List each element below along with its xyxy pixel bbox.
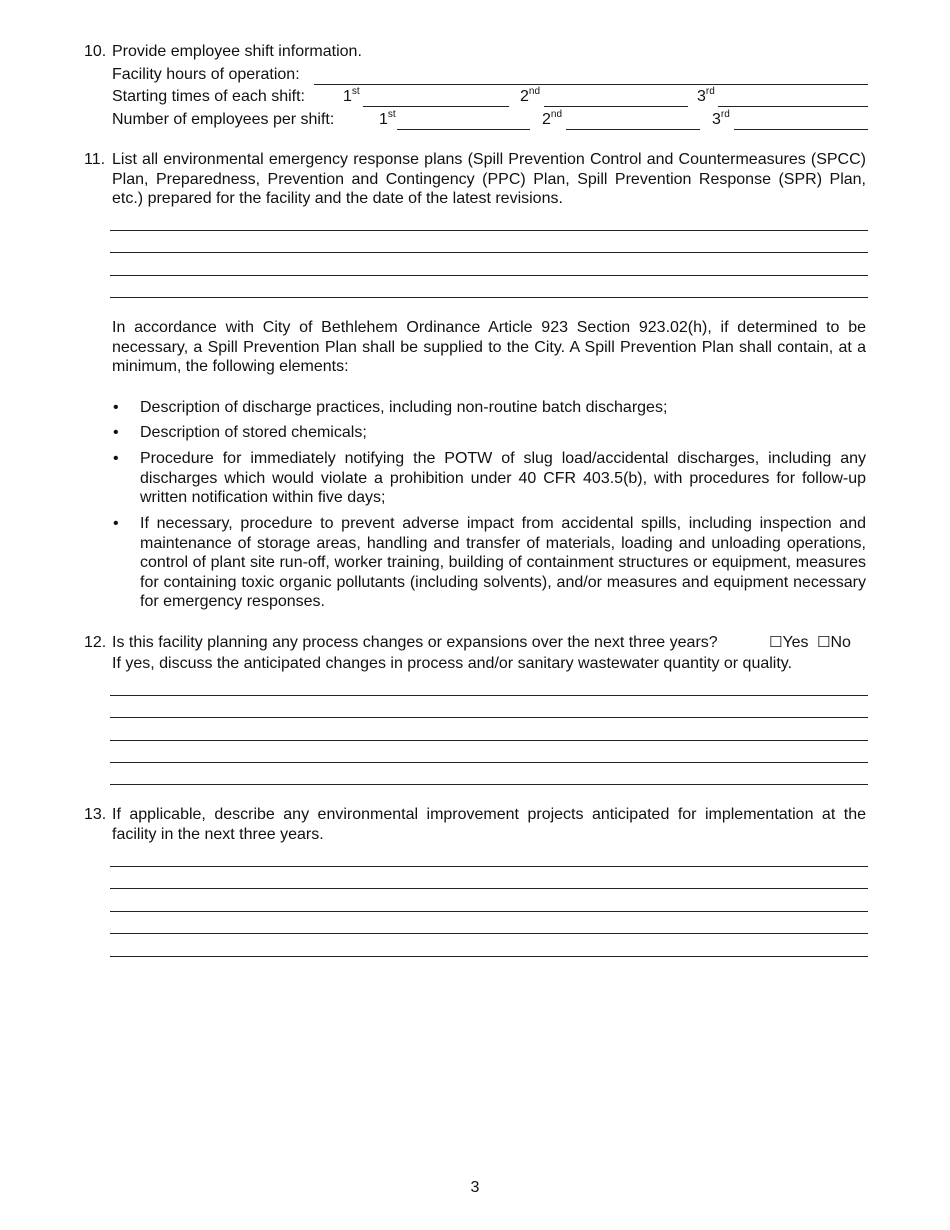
emp-shift1-field[interactable] (397, 129, 530, 130)
q13-number: 13. (84, 806, 107, 823)
emp-shift3-field[interactable] (734, 129, 868, 130)
no-label: No (830, 634, 851, 651)
q12-yes-no-group (769, 633, 851, 653)
q13-answer-line[interactable] (110, 866, 868, 867)
q13-answer-line[interactable] (110, 888, 868, 889)
q12-answer-line[interactable] (110, 762, 868, 763)
yes-checkbox[interactable]: ☐ (769, 633, 783, 651)
bullet-marker: • (113, 424, 119, 441)
q11-answer-line[interactable] (110, 230, 868, 231)
start-shift2-label: 2nd (520, 86, 541, 105)
q11-text: List all environmental emergency response plans (Spill Prevention Control and Countermeasures (SPCC) Plan, Preparedness, Prevention and Contingency (PPC) Plan, Spill Prevention Response (SPR) Plan, etc.) prepared for the facility and the date of the latest revisions. (112, 151, 866, 207)
q12-answer-line[interactable] (110, 717, 868, 718)
emp-shift3-label: 3rd (712, 109, 730, 128)
q11-answer-line[interactable] (110, 252, 868, 253)
bullet-item-discharge-practices: Description of discharge practices, including non-routine batch discharges; (140, 399, 668, 416)
q13-answer-line[interactable] (110, 911, 868, 912)
q10-title: Provide employee shift information. (112, 43, 362, 60)
page-number: 3 (470, 1179, 480, 1196)
bullet-item-spill-procedure: If necessary, procedure to prevent adverse impact from accidental spills, including inspection and maintenance of storage areas, handling and transfer of materials, loading and unloading operations, control of plant site run-off, worker training, building of containment structures or equipment, measures for containing toxic organic pollutants (including solvents), and/or measures and equipment necessary for emergency responses. (140, 515, 866, 610)
emp-shift2-label: 2nd (542, 109, 563, 128)
start-shift3-field[interactable] (718, 106, 868, 107)
start-shift3-label: 3rd (697, 86, 715, 105)
q12-answer-line[interactable] (110, 740, 868, 741)
bullet-marker: • (113, 450, 119, 467)
emp-shift2-field[interactable] (566, 129, 700, 130)
start-shift1-label: 1st (343, 86, 360, 105)
q11-answer-line[interactable] (110, 275, 868, 276)
q12-number: 12. (84, 634, 107, 651)
q12-answer-line[interactable] (110, 784, 868, 785)
q12-followup: If yes, discuss the anticipated changes in process and/or sanitary wastewater quantity or quality. (112, 655, 793, 672)
q13-answer-line[interactable] (110, 956, 868, 957)
employees-per-shift-label: Number of employees per shift: (112, 111, 335, 128)
start-shift1-field[interactable] (363, 106, 509, 107)
ordinance-paragraph: In accordance with City of Bethlehem Ordinance Article 923 Section 923.02(h), if determined to be necessary, a Spill Prevention Plan shall be supplied to the City. A Spill Prevention Plan shall contain, at a minimum, the following elements: (112, 319, 866, 375)
start-shift2-field[interactable] (544, 106, 688, 107)
starting-times-label: Starting times of each shift: (112, 88, 305, 105)
emp-shift1-label: 1st (379, 109, 396, 128)
facility-hours-label: Facility hours of operation: (112, 66, 300, 83)
bullet-item-stored-chemicals: Description of stored chemicals; (140, 424, 367, 441)
facility-hours-field[interactable] (314, 84, 868, 85)
bullet-marker: • (113, 515, 119, 532)
q12-question: Is this facility planning any process changes or expansions over the next three years? (112, 634, 718, 651)
q10-number: 10. (84, 43, 107, 60)
yes-label: Yes (782, 634, 809, 651)
q12-answer-line[interactable] (110, 695, 868, 696)
bullet-item-notification-procedure: Procedure for immediately notifying the POTW of slug load/accidental discharges, including any discharges which would violate a prohibition under 40 CFR 403.5(b), with procedures for follow-up written notification within five days; (140, 450, 866, 506)
bullet-marker: • (113, 399, 119, 416)
q13-answer-line[interactable] (110, 933, 868, 934)
q11-number: 11. (84, 151, 106, 168)
q13-text: If applicable, describe any environmental improvement projects anticipated for implementation at the facility in the next three years. (112, 806, 866, 843)
q11-answer-line[interactable] (110, 297, 868, 298)
no-checkbox[interactable]: ☐ (817, 633, 831, 651)
